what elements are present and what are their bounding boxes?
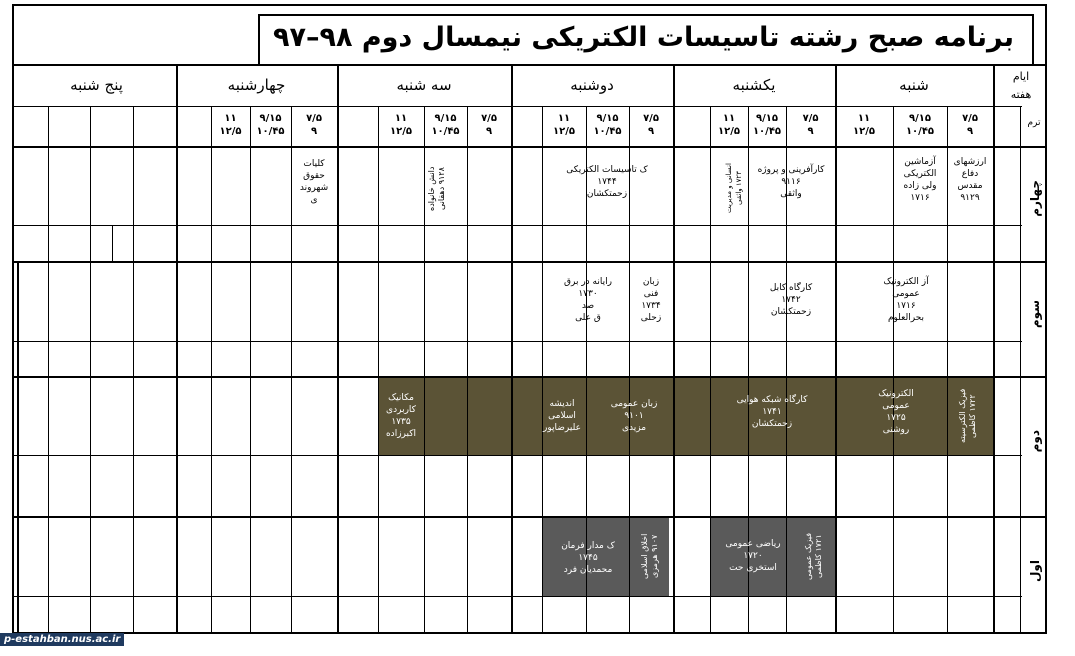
course-t4-sat-2: آزماشین الکتریکی ولی زاده ۱۷۱۶ <box>903 157 937 203</box>
period-1: ۷/۵ ۹ <box>802 113 819 137</box>
course-t1-mon-1: اخلاق اسلامی ۹۱۰۷ هرمزی <box>640 533 659 579</box>
period-1: ۷/۵ ۹ <box>306 113 322 137</box>
period-3: ۱۱ ۱۲/۵ <box>390 113 412 137</box>
course-t3-sat: آز الکترونیک عمومی ۱۷۱۶ بحرالعلوم <box>883 277 929 323</box>
course-t4-sun-1: کارآفرینی و پروژه ۹۱۱۶ واثقی <box>757 165 825 199</box>
period-2: ۹/۱۵ ۱۰/۴۵ <box>752 113 782 137</box>
title-row <box>14 6 1045 66</box>
course-t2-tue: مکانیک کاربردی ۱۷۳۵ اکبرزاده <box>385 393 417 439</box>
period-3: ۱۱ ۱۲/۵ <box>853 113 875 137</box>
course-t4-sat-1: ارزشهای دفاع مقدس ۹۱۲۹ <box>953 157 987 203</box>
period-1: ۷/۵ ۹ <box>962 113 978 137</box>
course-t2-sat-1: فیزیک الکترسیته ۱۷۲۲ کاظمی <box>958 388 977 444</box>
term-3-label: سوم <box>1028 300 1042 329</box>
term-2-label: دوم <box>1028 430 1042 453</box>
period-3: ۱۱ ۱۲/۵ <box>718 113 740 137</box>
course-t2-sat-2: الکترونیک عمومی ۱۷۲۵ روشنی <box>878 389 914 435</box>
term-4-label: چهارم <box>1028 180 1042 217</box>
period-2: ۹/۱۵ ۱۰/۴۵ <box>593 113 622 137</box>
course-t4-sun-2: انسانی و مدیریت ۱۷۲۳ واثقی <box>725 163 743 213</box>
day-thursday: پنج شنبه <box>70 76 123 94</box>
course-t1-sun-1: فیزیک عمومی ۱۷۲۱ کاظمی <box>804 532 823 580</box>
period-1: ۷/۵ ۹ <box>643 113 659 137</box>
term-label: ترم <box>1027 118 1041 128</box>
course-t2-mon-2: اندیشه اسلامی علیرضاپور <box>543 399 581 433</box>
day-monday: دوشنبه <box>570 76 614 94</box>
course-t3-mon-2: رایانه در برق ۱۷۳۰ صد ق علی <box>564 277 612 323</box>
period-1: ۷/۵ ۹ <box>481 113 497 137</box>
course-t3-sun: کارگاه کابل ۱۷۴۲ زحمتکشان <box>769 283 813 317</box>
course-t3-mon-1: زبان فنی ۱۷۳۴ زحلی <box>640 277 662 323</box>
term-1-label: اول <box>1028 560 1042 582</box>
period-2: ۹/۱۵ ۱۰/۴۵ <box>256 113 285 137</box>
period-3: ۱۱ ۱۲/۵ <box>553 113 575 137</box>
footer-website-link[interactable]: p-estahban.nus.ac.ir <box>0 633 124 646</box>
period-2: ۹/۱۵ ۱۰/۴۵ <box>431 113 460 137</box>
day-tuesday: سه شنبه <box>396 76 452 94</box>
period-3: ۱۱ ۱۲/۵ <box>219 113 242 137</box>
days-label: ایام هفته <box>1010 70 1032 101</box>
day-saturday: شنبه <box>899 76 929 94</box>
course-t1-sun-2: ریاضی عمومی ۱۷۲۰ استخری حت <box>725 539 781 573</box>
course-t2-sun: کارگاه شبکه هوایی ۱۷۴۱ زحمتکشان <box>736 395 808 429</box>
period-2: ۹/۱۵ ۱۰/۴۵ <box>905 113 935 137</box>
course-t2-mon-1: زبان عمومی ۹۱۰۱ مزیدی <box>610 399 658 433</box>
course-t1-mon-2: ک مدار فرمان ۱۷۴۵ محمدیان فرد <box>561 541 615 575</box>
course-t4-mon: ک تاسیسات الکتریکی ۱۷۴۴ زحمتکشان <box>566 165 648 199</box>
day-wednesday: چهارشنبه <box>227 76 286 94</box>
page-title: برنامه صبح رشته تاسیسات الکتریکی نیمسال دوم ۹۸–۹۷ <box>273 22 1014 53</box>
course-t4-tue: دانش خانواده ۹۱۲۸ دهقانی <box>427 166 446 212</box>
title-box <box>258 14 1034 64</box>
day-sunday: یکشنبه <box>732 76 776 94</box>
course-t4-wed: کلیات حقوق شهروند ی <box>299 159 329 205</box>
